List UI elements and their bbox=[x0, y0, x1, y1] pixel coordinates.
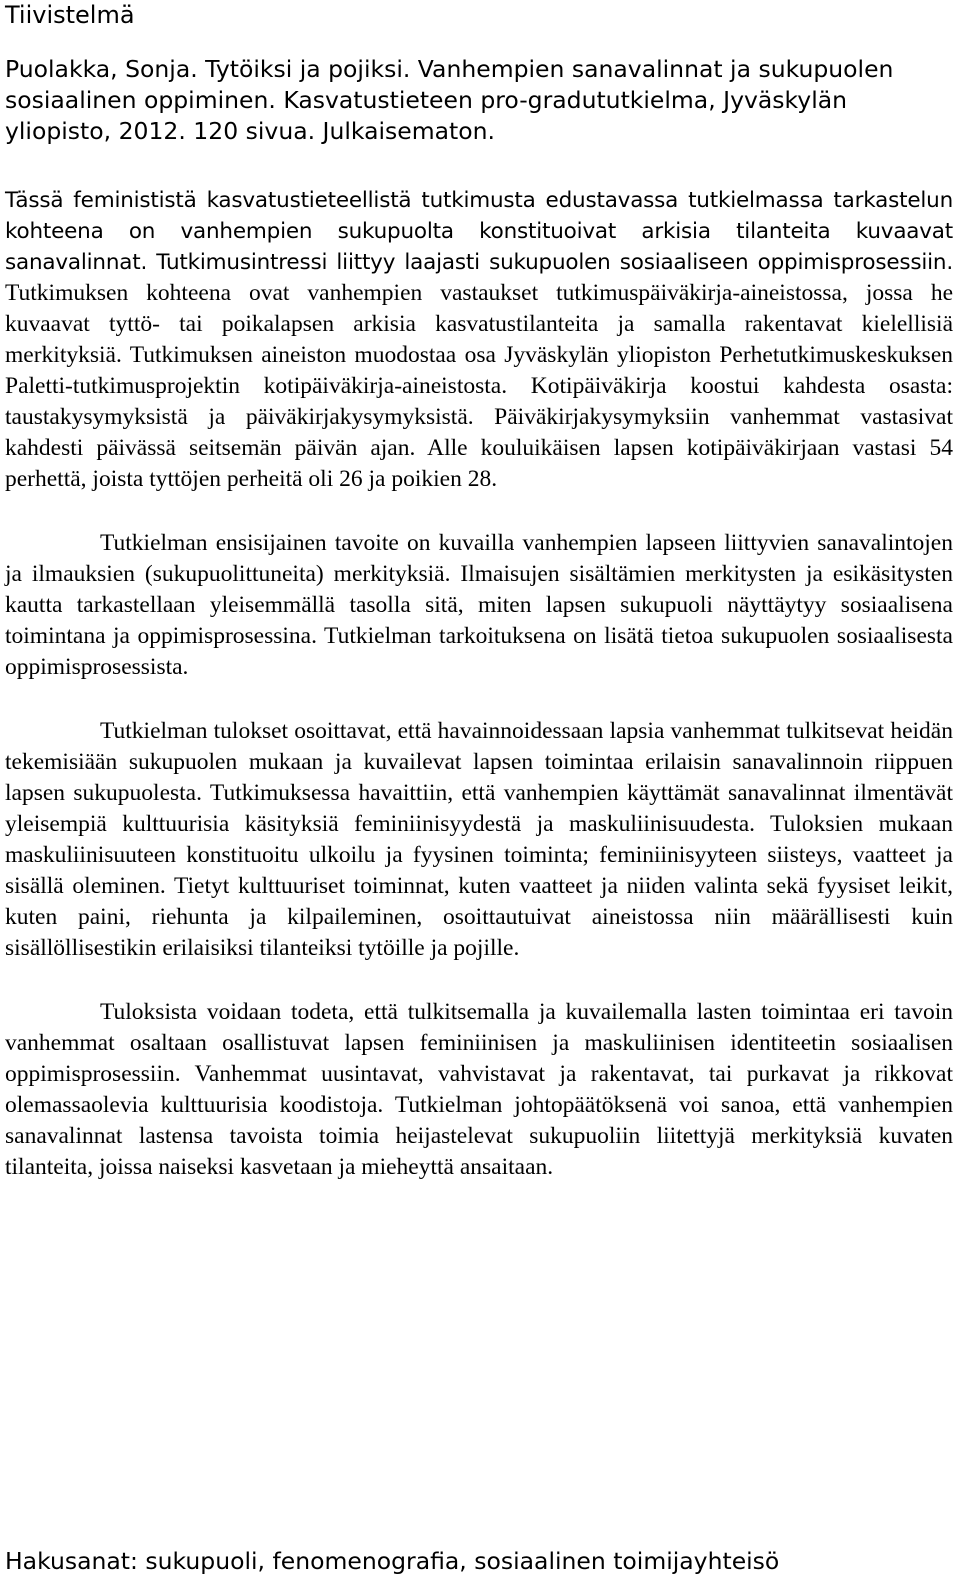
aim-paragraph: Tutkielman ensisijainen tavoite on kuvailla vanhempien lapseen liittyvien sanavalintojen ja ilmauksien (sukupuolittuneita) merkityksiä. Ilmaisujen sisältämien merkitysten ja esikäsitysten kautta tarkastellaan yleisemmällä tasolla sitä, miten lapsen sukupuoli näyttäytyy sosiaalisena toimintana ja oppimisprosessina. Tutkielman tarkoituksena on lisätä tietoa sukupuolen sosiaalisesta oppimisprosessista. bbox=[5, 530, 953, 680]
intro-paragraph bbox=[5, 185, 953, 495]
abstract-page bbox=[5, 0, 953, 1183]
conclusion-paragraph: Tuloksista voidaan todeta, että tulkitsemalla ja kuvailemalla lasten toimintaa eri tavoin vanhemmat osaltaan osallistuvat lapsen feminiinisen ja maskuliinisen identiteetin sosiaalisen oppimisprosessiin. Vanhemmat uusintavat, vahvistavat ja rakentavat, tai purkavat ja rikkovat olemassaolevia kulttuurisia koodistoja. Tutkielman johtopäätöksenä voi sanoa, että vanhempien sanavalinnat lastensa tavoista toimia heijastelevat sukupuoliin liitettyjä merkityksiä kuvaten tilanteita, joissa naiseksi kasvetaan ja mieheyttä ansaitaan. bbox=[5, 999, 953, 1180]
abstract-heading: Tiivistelmä bbox=[5, 1, 135, 29]
bibliographic-citation: Puolakka, Sonja. Tytöiksi ja pojiksi. Vanhempien sanavalinnat ja sukupuolen sosiaalinen oppiminen. Kasvatustieteen pro-gradututkielma, Jyväskylän yliopisto, 2012. 120 sivua. Julkaisematon. bbox=[5, 55, 894, 145]
intro-text-part1: Tässä feminististä kasvatustieteellistä tutkimusta edustavassa tutkielmassa tarkastelun kohteena on vanhempien sukupuolta konstituoivat arkisia tilanteita kuvaavat sanavalinnat. Tutkimusintressi liittyy laajasti sukupuolen sosiaaliseen oppimisprosessiin. bbox=[5, 188, 953, 275]
results-paragraph: Tutkielman tulokset osoittavat, että havainnoidessaan lapsia vanhemmat tulkitsevat heidän tekemisiään sukupuolen mukaan ja kuvailevat lapsen toimintaa erilaisin sanavalinnoin riippuen lapsen sukupuolesta. Tutkimuksessa havaittiin, että vanhempien käyttämät sanavalinnat ilmentävät yleisempiä kulttuurisia käsityksiä feminiinisyydestä ja maskuliinisuudesta. Tuloksien mukaan maskuliinisuuteen konstituoitu ulkoilu ja fyysinen toiminta; feminiinisyyteen siisteys, vaatteet ja sisällä oleminen. Tietyt kulttuuriset toiminnat, kuten vaatteet ja niiden valinta sekä fyysiset leikit, kuten paini, riehunta ja kilpaileminen, osoittautuivat aineistossa niin määrällisesti kuin sisällöllisestikin erilaisiksi tilanteiksi tytöille ja pojille. bbox=[5, 718, 953, 961]
intro-text-part2: Tutkimuksen kohteena ovat vanhempien vastaukset tutkimuspäiväkirja-aineistossa, jossa he kuvaavat tyttö- tai poikalapsen arkisia kasvatustilanteita ja samalla rakentavat kielellisiä merkityksiä. Tutkimuksen aineiston muodostaa osa Jyväskylän yliopiston Perhetutkimuskeskuksen Paletti-tutkimusprojektin kotipäiväkirja-aineistosta. Kotipäiväkirja koostui kahdesta osasta: taustakysymyksistä ja päiväkirjakysymyksistä. Päiväkirjakysymyksiin vanhemmat vastasivat kahdesti päivässä seitsemän päivän ajan. Alle kouluikäisen lapsen kotipäiväkirjaan vastasi 54 perhettä, joista tyttöjen perheitä oli 26 ja poikien 28. bbox=[5, 280, 953, 492]
keywords-line: Hakusanat: sukupuoli, fenomenografia, sosiaalinen toimijayhteisö bbox=[5, 1547, 780, 1575]
